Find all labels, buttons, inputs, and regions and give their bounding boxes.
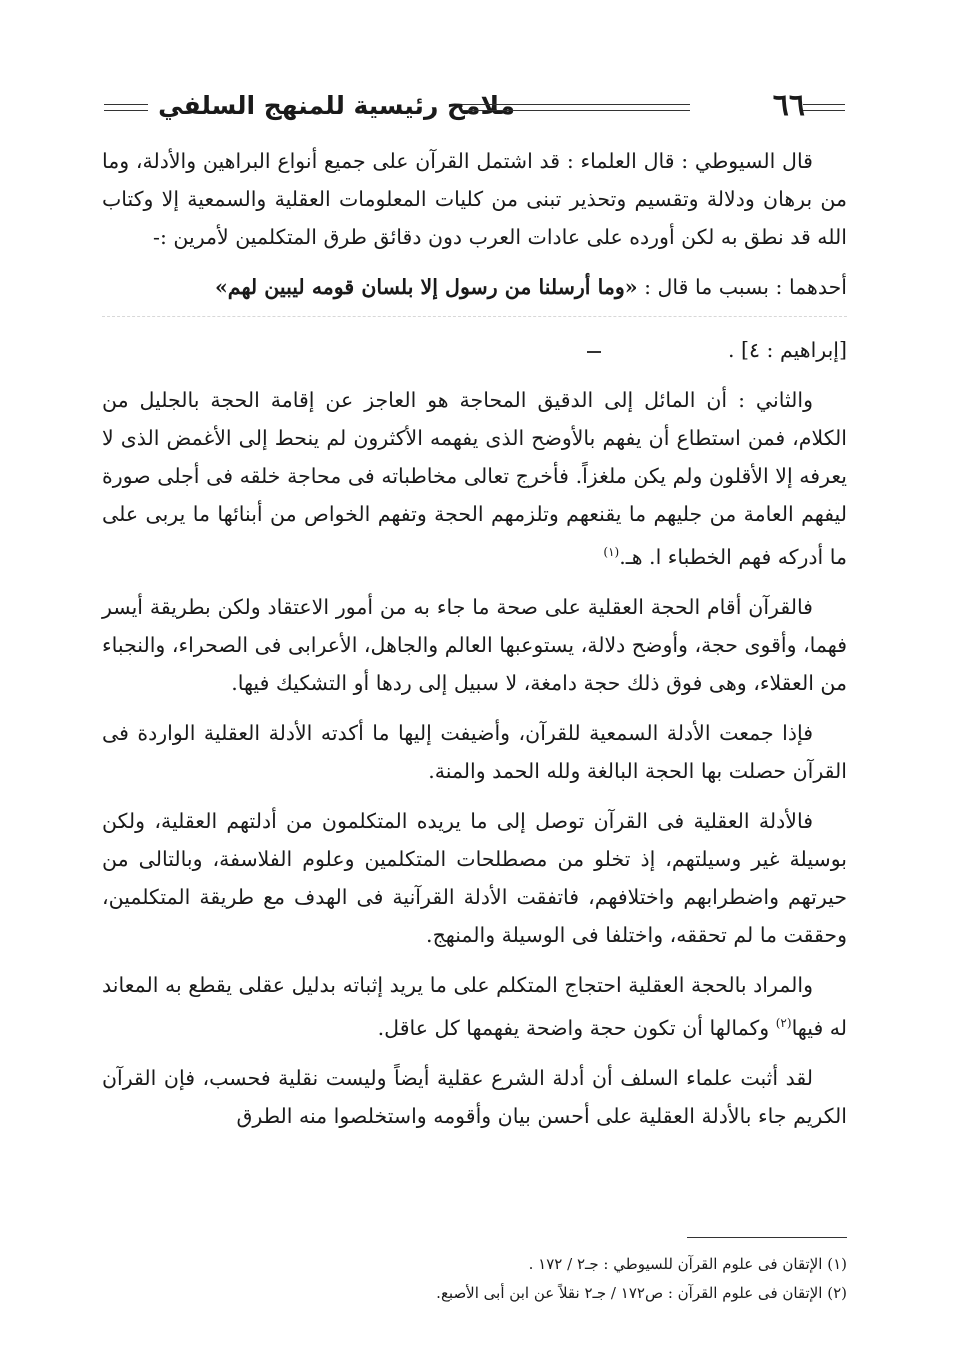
paragraph-quran-proof: فالقرآن أقام الحجة العقلية على صحة ما جاء به من أمور الاعتقاد ولكن بطريقة أيسر فهما، وأقوى حجة، وأوضح دلالة، يستوعبها العالم والجاهل، الأعرابى فى الصحراء، والنجباء من العقلاء، وهى فوق ذلك حجة دامغة، لا سبيل إلى ردها أو التشكيك فيها. bbox=[102, 594, 847, 695]
footnote-2: (٢) الإتقان فى علوم القرآن : ص١٧٢ / جـ٢ نقلاً عن ابن أبى الأصبع. bbox=[436, 1284, 847, 1302]
header-rule-left bbox=[104, 104, 148, 105]
header-rule-left-2 bbox=[104, 110, 148, 111]
footnote-1: (١) الإتقان فى علوم القرآن للسيوطي : جـ٢ / ١٧٢ . bbox=[528, 1255, 847, 1273]
footnote-separator bbox=[687, 1237, 847, 1238]
scan-fold-line bbox=[102, 316, 847, 317]
header-rule-middle bbox=[462, 104, 690, 105]
first-reason-text: أحدهما : بسبب ما قال : bbox=[644, 275, 847, 299]
paragraph-combined-evidence: فإذا جمعت الأدلة السمعية للقرآن، وأضيفت إليها ما أكدته الأدلة العقلية الواردة فى القرآن حصلت بها الحجة البالغة ولله الحمد والمنة. bbox=[102, 720, 847, 783]
decorative-dash bbox=[587, 351, 601, 353]
quran-verse: «وما أرسلنا من رسول إلا بلسان قومه ليبين لهم» bbox=[214, 275, 638, 299]
second-reason-text: والثاني : أن المائل إلى الدقيق المحاجة هو العاجز عن إقامة الحجة بالجليل من الكلام، فمن استطاع أن يفهم بالأوضح الذى يفهمه الأكثرون لم ينحط إلى الأغمض الذى لا يعرفه إلا الأقلون ولم يكن ملغزاً. فأخرج تعالى مخاطباته فى محاجة خلقه فى أجلى صورة ليفهم العامة من جليهم ما يقنعهم وتلزمهم الحجة وتفهم الخواص من أبنائها ما يربى على ما أدركه فهم الخطباء ا. هـ. bbox=[102, 388, 847, 569]
paragraph-rational-evidence: فالأدلة العقلية فى القرآن توصل إلى ما يريده المتكلمون من أدلتهم العقلية، ولكن بوسيلة غير وسيلتهم، إذ تخلو من مصطلحات المتكلمين وعلوم الفلاسفة، وبالتالى من حيرتهم واضطرابهم واختلافهم، فاتفقت الأدلة القرآنية فى الهدف مع طريقة المتكلمين، وحققت ما لم تحققه، واختلفا فى الوسيلة والمنهج. bbox=[102, 808, 847, 947]
verse-reference-line bbox=[102, 331, 847, 369]
footnotes bbox=[107, 1250, 847, 1308]
header-rule-middle-2 bbox=[462, 110, 690, 111]
page-number: ٦٦ bbox=[772, 88, 805, 123]
definition-text-end: وكمالها أن تكون حجة واضحة يفهمها كل عاقل. bbox=[377, 1015, 770, 1040]
header-rule-right-2 bbox=[803, 110, 845, 111]
footnote-ref-1: (١) bbox=[603, 545, 620, 559]
paragraph-first-reason bbox=[102, 268, 847, 306]
paragraph-suyuti: قال السيوطي : قال العلماء : قد اشتمل القرآن على جميع أنواع البراهين والأدلة، وما من برهان ودلالة وتقسيم وتحذير تبنى من كليات المعلومات العقلية والسمعية إلا وكتاب الله قد نطق به لكن أورده على عادات العرب دون دقائق طرق المتكلمين لأمرين :- bbox=[102, 149, 847, 249]
paragraph-second-reason bbox=[102, 381, 847, 576]
verse-reference: [إبراهيم : ٤] . bbox=[727, 338, 847, 362]
running-title: ملامح رئيسية للمنهج السلفي bbox=[158, 91, 515, 120]
paragraph-salaf-scholars: لقد أثبت علماء السلف أن أدلة الشرع عقلية أيضاً وليست نقلية فحسب، فإن القرآن الكريم جاء بالأدلة العقلية على أحسن بيان وأقومه واستخلصوا منه الطرق bbox=[102, 1065, 847, 1128]
paragraph-rational-proof-definition bbox=[102, 966, 847, 1047]
definition-text: والمراد بالحجة العقلية احتجاج المتكلم على ما يريد إثباته بدليل عقلى يقطع به المعاند له فيها bbox=[102, 972, 847, 1040]
page-header bbox=[100, 88, 845, 128]
footnote-ref-2: (٢) bbox=[775, 1015, 792, 1030]
header-rule-right bbox=[803, 104, 845, 105]
main-text bbox=[102, 142, 847, 1147]
